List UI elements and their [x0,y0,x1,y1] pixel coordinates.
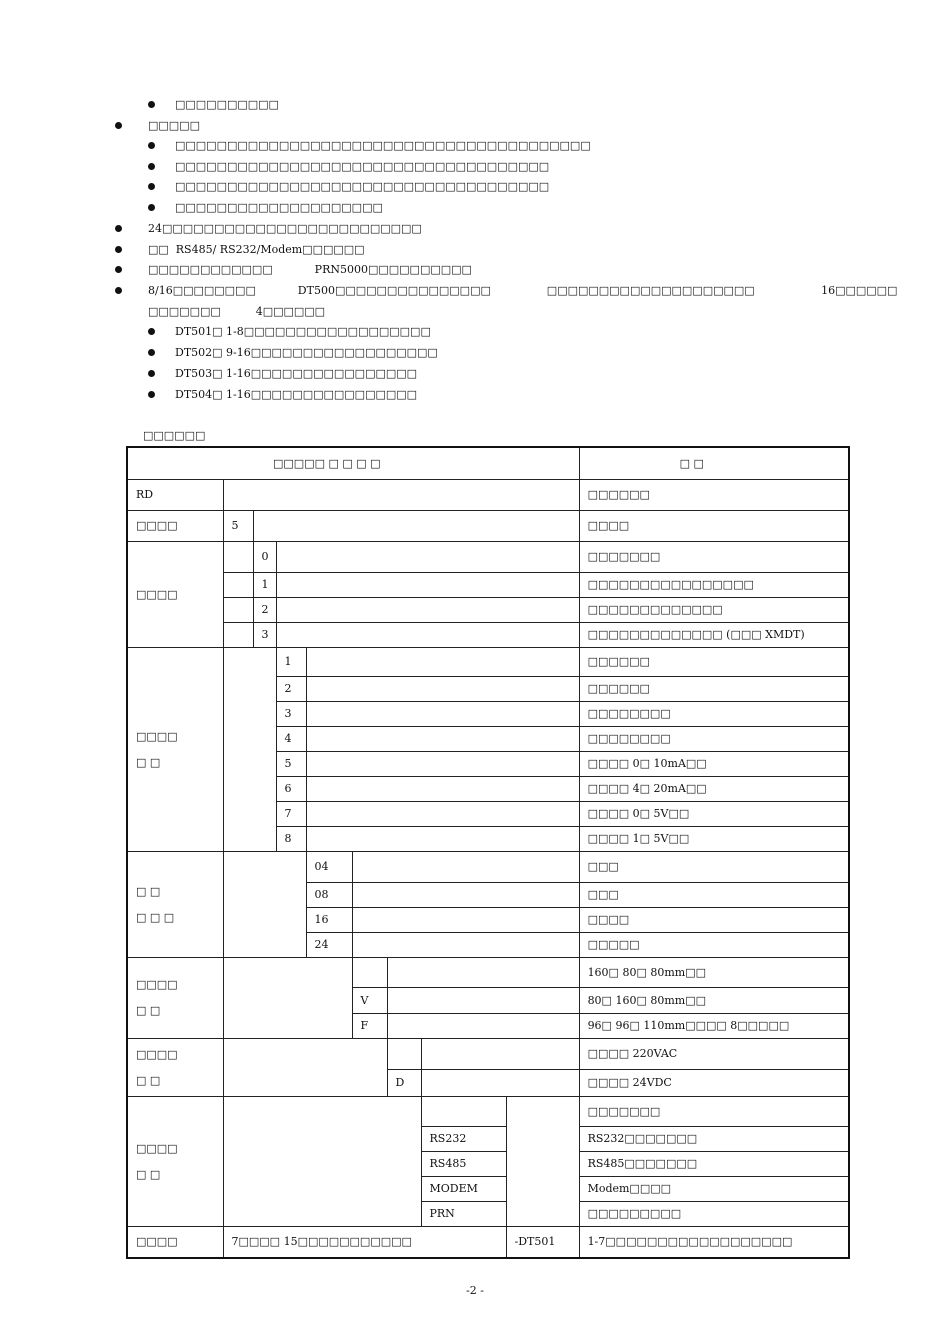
channels-code-08: 08 [306,882,352,907]
channels-desc-24: □□□□□ [579,932,849,957]
bullet-text: □□□□□□□□□□□□□□□□□□□□ [175,201,383,214]
comm-desc-0: □□□□□□□ [579,1096,849,1126]
header-left: □□□□□ □ □ □ □ [127,447,579,479]
bullet-text: 8/16□□□□□□□□ DT500□□□□□□□□□□□□□□□ □□□□□□□□□□□□□□□□□□□□ 16□□□□□□ [148,284,898,297]
power-desc-0: □□□□ 220VAC [579,1038,849,1069]
bullet-text: □□□□□ [148,119,200,132]
comm-code-rs485: RS485 [421,1151,506,1176]
input-desc-8: □□□□ 1□ 5V□□ [579,826,849,851]
channels-label: □ □ □ □ □ [127,851,223,957]
bullet-text: 24□□□□□□□□□□□□□□□□□□□□□□□□□ [148,222,422,235]
channels-desc-08: □□□ [579,882,849,907]
power-code-0 [387,1038,421,1069]
bullet-dot [115,225,122,232]
input-desc-4: □□□□□□□□ [579,726,849,751]
size-desc-v: 80□ 160□ 80mm□□ [579,987,849,1013]
comm-desc-rs232: RS232□□□□□□□ [579,1126,849,1151]
last-desc: 1-7□□□□□□□□□□□□□□□□□□ [579,1226,849,1258]
bullet-text: □□ RS485/ RS232/Modem□□□□□□ [148,243,365,256]
bullet-dot [115,266,122,273]
size-desc-0: 160□ 80□ 80mm□□ [579,957,849,987]
bullet-dot [148,391,155,398]
input-code-1: 1 [276,647,306,676]
comm-desc-rs485: RS485□□□□□□□ [579,1151,849,1176]
last-label: □□□□ [127,1226,223,1258]
page-number: -2 - [466,1284,484,1297]
bullet-text: □□□□□□□ 4□□□□□□ [148,305,326,318]
size-desc-f: 96□ 96□ 110mm□□□□ 8□□□□□ [579,1013,849,1038]
input-desc-3: □□□□□□□□ [579,701,849,726]
bullet-text: □□□□□□□□□□□□□□□□□□□□□□□□□□□□□□□□□□□□ [175,160,550,173]
series-code: 5 [223,510,253,541]
comm-desc-modem: Modem□□□□ [579,1176,849,1201]
last-code: -DT501 [506,1226,579,1258]
input-desc-5: □□□□ 0□ 10mA□□ [579,751,849,776]
last-text: 7□□□□ 15□□□□□□□□□□□ [223,1226,506,1258]
input-label: □□□□ □ □ [127,647,223,851]
series-desc: □□□□ [579,510,849,541]
type-desc-0: □□□□□□□ [579,541,849,572]
input-desc-2: □□□□□□ [579,676,849,701]
header-right: □ □ [579,447,849,479]
size-label: □□□□ □ □ [127,957,223,1038]
input-code-5: 5 [276,751,306,776]
input-desc-1: □□□□□□ [579,647,849,676]
power-desc-d: □□□□ 24VDC [579,1069,849,1096]
channels-code-24: 24 [306,932,352,957]
input-code-8: 8 [276,826,306,851]
bullet-text: DT504□ 1-16□□□□□□□□□□□□□□□□ [175,388,418,401]
comm-code-prn: PRN [421,1201,506,1226]
power-code-d: D [387,1069,421,1096]
input-code-2: 2 [276,676,306,701]
size-code-0 [352,957,387,987]
size-code-f: F [352,1013,387,1038]
input-code-6: 6 [276,776,306,801]
bullet-dot [148,349,155,356]
comm-desc-prn: □□□□□□□□□ [579,1201,849,1226]
power-label: □□□□ □ □ [127,1038,223,1096]
channels-desc-04: □□□ [579,851,849,882]
comm-label: □□□□ □ □ [127,1096,223,1226]
series-label: □□□□ [127,510,223,541]
comm-code-0 [421,1096,506,1126]
comm-code-modem: MODEM [421,1176,506,1201]
input-code-7: 7 [276,801,306,826]
bullet-dot [148,142,155,149]
size-code-v: V [352,987,387,1013]
bullet-dot [148,163,155,170]
channels-code-16: 16 [306,907,352,932]
bullet-text: DT501□ 1-8□□□□□□□□□□□□□□□□□□ [175,325,431,338]
comm-code-rs232: RS232 [421,1126,506,1151]
bullet-text: □□□□□□□□□□□□□□□□□□□□□□□□□□□□□□□□□□□□ [175,180,550,193]
type-label: □□□□ [127,541,223,647]
bullet-dot [115,122,122,129]
input-desc-6: □□□□ 4□ 20mA□□ [579,776,849,801]
type-code-1: 1 [253,572,276,597]
type-code-2: 2 [253,597,276,622]
bullet-dot [148,183,155,190]
input-code-4: 4 [276,726,306,751]
spec-table [126,446,850,1259]
type-desc-2: □□□□□□□□□□□□□ [579,597,849,622]
bullet-text: DT502□ 9-16□□□□□□□□□□□□□□□□□□ [175,346,438,359]
type-code-3: 3 [253,622,276,647]
bullet-dot [148,101,155,108]
type-desc-3: □□□□□□□□□□□□□ (□□□ XMDT) [579,622,849,647]
bullet-dot [115,246,122,253]
bullet-dot [148,370,155,377]
channels-desc-16: □□□□ [579,907,849,932]
bullet-text: □□□□□□□□□□□□ PRN5000□□□□□□□□□□ [148,263,472,276]
type-desc-1: □□□□□□□□□□□□□□□□ [579,572,849,597]
bullet-text: □□□□□□□□□□ [175,98,279,111]
type-code-0: 0 [253,541,276,572]
bullet-dot [148,328,155,335]
bullet-dot [148,204,155,211]
rd-code: RD [127,479,223,510]
bullet-text: □□□□□□□□□□□□□□□□□□□□□□□□□□□□□□□□□□□□□□□□ [175,139,591,152]
bullet-text: DT503□ 1-16□□□□□□□□□□□□□□□□ [175,367,418,380]
input-desc-7: □□□□ 0□ 5V□□ [579,801,849,826]
input-code-3: 3 [276,701,306,726]
rd-desc: □□□□□□ [579,479,849,510]
bullet-dot [115,287,122,294]
channels-code-04: 04 [306,851,352,882]
table-caption: □□□□□□ [143,429,206,442]
